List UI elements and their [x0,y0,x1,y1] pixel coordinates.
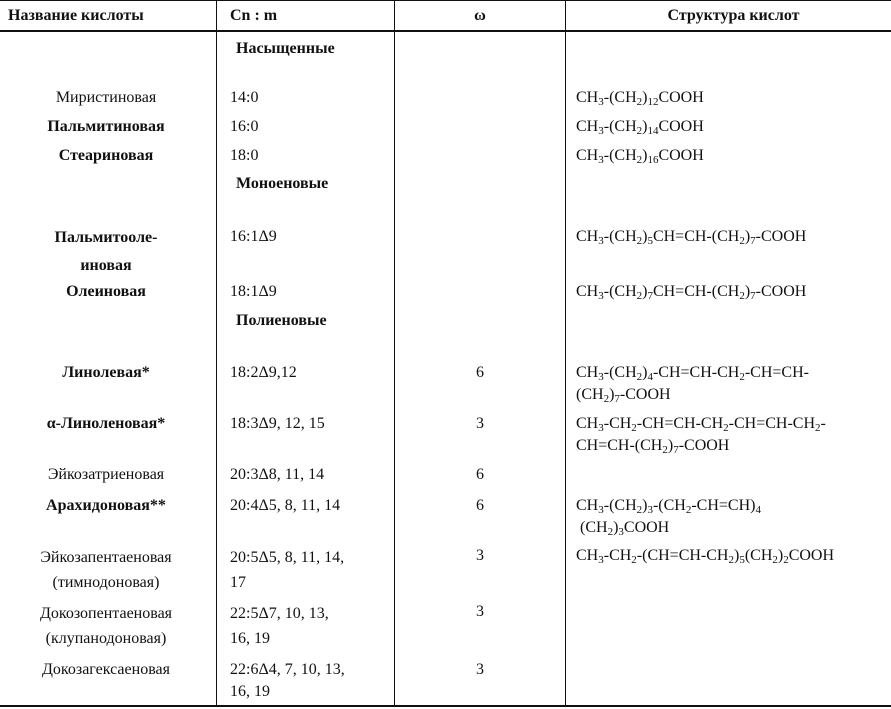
row-10-cnm: 20:5Δ5, 8, 11, 14, 17 [230,549,345,591]
row-7-formula: $CH_3-CH_2-CH=CH-CH_2-CH=CH-CH_2-$ $CH=CH-(CH_2)_7$-COOH [576,415,826,456]
row-5-name: Олеиновая [66,283,146,300]
row-5-cnm: 18:1Δ9 [230,283,277,300]
row-1-cnm: 14:0 [230,89,259,106]
header-structure: Структура кислот [667,7,800,24]
row-7-omega: 3 [476,415,484,432]
row-10-name: Эйкозапентаеновая (тимнодоновая) [40,549,172,591]
row-7-cnm: 18:3Δ9, 12, 15 [230,415,325,432]
row-9-omega: 6 [476,497,484,514]
row-6-name: Линолевая* [62,364,150,381]
row-9-name: Арахидоновая** [46,497,166,514]
row-11-cnm: 22:5Δ7, 10, 13, 16, 19 [230,605,329,647]
row-11-name: Докозопентаеновая (клупанодоновая) [39,605,173,647]
row-3-cnm: 18:0 [230,147,259,164]
row-10-formula: $CH_3-CH_2-(CH=CH-CH_2)_5(CH_2)_2COOH$ [576,547,835,566]
row-1-name: Миристиновая [55,89,157,106]
row-12-name: Докозагексаеновая [42,661,170,678]
group-monoenoic: Моноеновые [236,175,329,192]
row-12-omega: 3 [476,661,484,678]
row-9-cnm: 20:4Δ5, 8, 11, 14 [230,497,341,514]
column-divider-2 [394,0,395,707]
row-3-formula: $CH_3-(CH_2)_{16}COOH$ [576,147,704,166]
row-12-cnm: 22:6Δ4, 7, 10, 13, 16, 19 [230,661,345,700]
header-bottom-border [0,30,891,32]
row-2-cnm: 16:0 [230,118,259,135]
header-omega: ω [474,7,486,24]
column-divider-3 [565,0,566,707]
group-saturated: Насыщенные [236,40,335,57]
row-6-omega: 6 [476,364,484,381]
row-8-omega: 6 [476,466,484,483]
column-divider-1 [216,0,217,707]
row-4-formula: $CH_3-(CH_2)_5CH=CH-(CH_2)_7$-COOH [576,228,807,247]
header-acid-name: Название кислоты [8,7,144,24]
row-1-formula: $CH_3-(CH_2)_{12}COOH$ [576,89,704,108]
row-6-cnm: 18:2Δ9,12 [230,364,297,381]
row-2-formula: $CH_3-(CH_2)_{14}COOH$ [576,118,704,137]
row-2-name: Пальмитиновая [47,118,165,135]
row-3-name: Стеариновая [58,147,154,164]
group-polyenoic: Полиеновые [236,312,327,329]
row-4-name: Пальмитооле- иновая [54,229,158,274]
row-8-name: Эйкозатриеновая [47,466,165,483]
row-5-formula: $CH_3-(CH_2)_7CH=CH-(CH_2)_7$-COOH [576,283,807,302]
table-top-border [0,0,891,1]
row-11-omega: 3 [476,603,484,620]
row-10-omega: 3 [476,547,484,564]
row-4-cnm: 16:1Δ9 [230,228,277,245]
row-8-cnm: 20:3Δ8, 11, 14 [230,466,325,483]
header-cn-m: Cn : m [230,7,278,24]
row-9-formula: $CH_3-(CH_2)_3-(CH_2-CH=CH)_4$ $(CH_2)_3COOH$ [576,497,761,538]
row-6-formula: $CH_3-(CH_2)_4-CH=CH-CH_2-CH=CH-$ $(CH_2)_7$-COOH [576,364,809,405]
table-bottom-border [0,705,891,707]
row-7-name: α-Линоленовая* [46,415,166,432]
